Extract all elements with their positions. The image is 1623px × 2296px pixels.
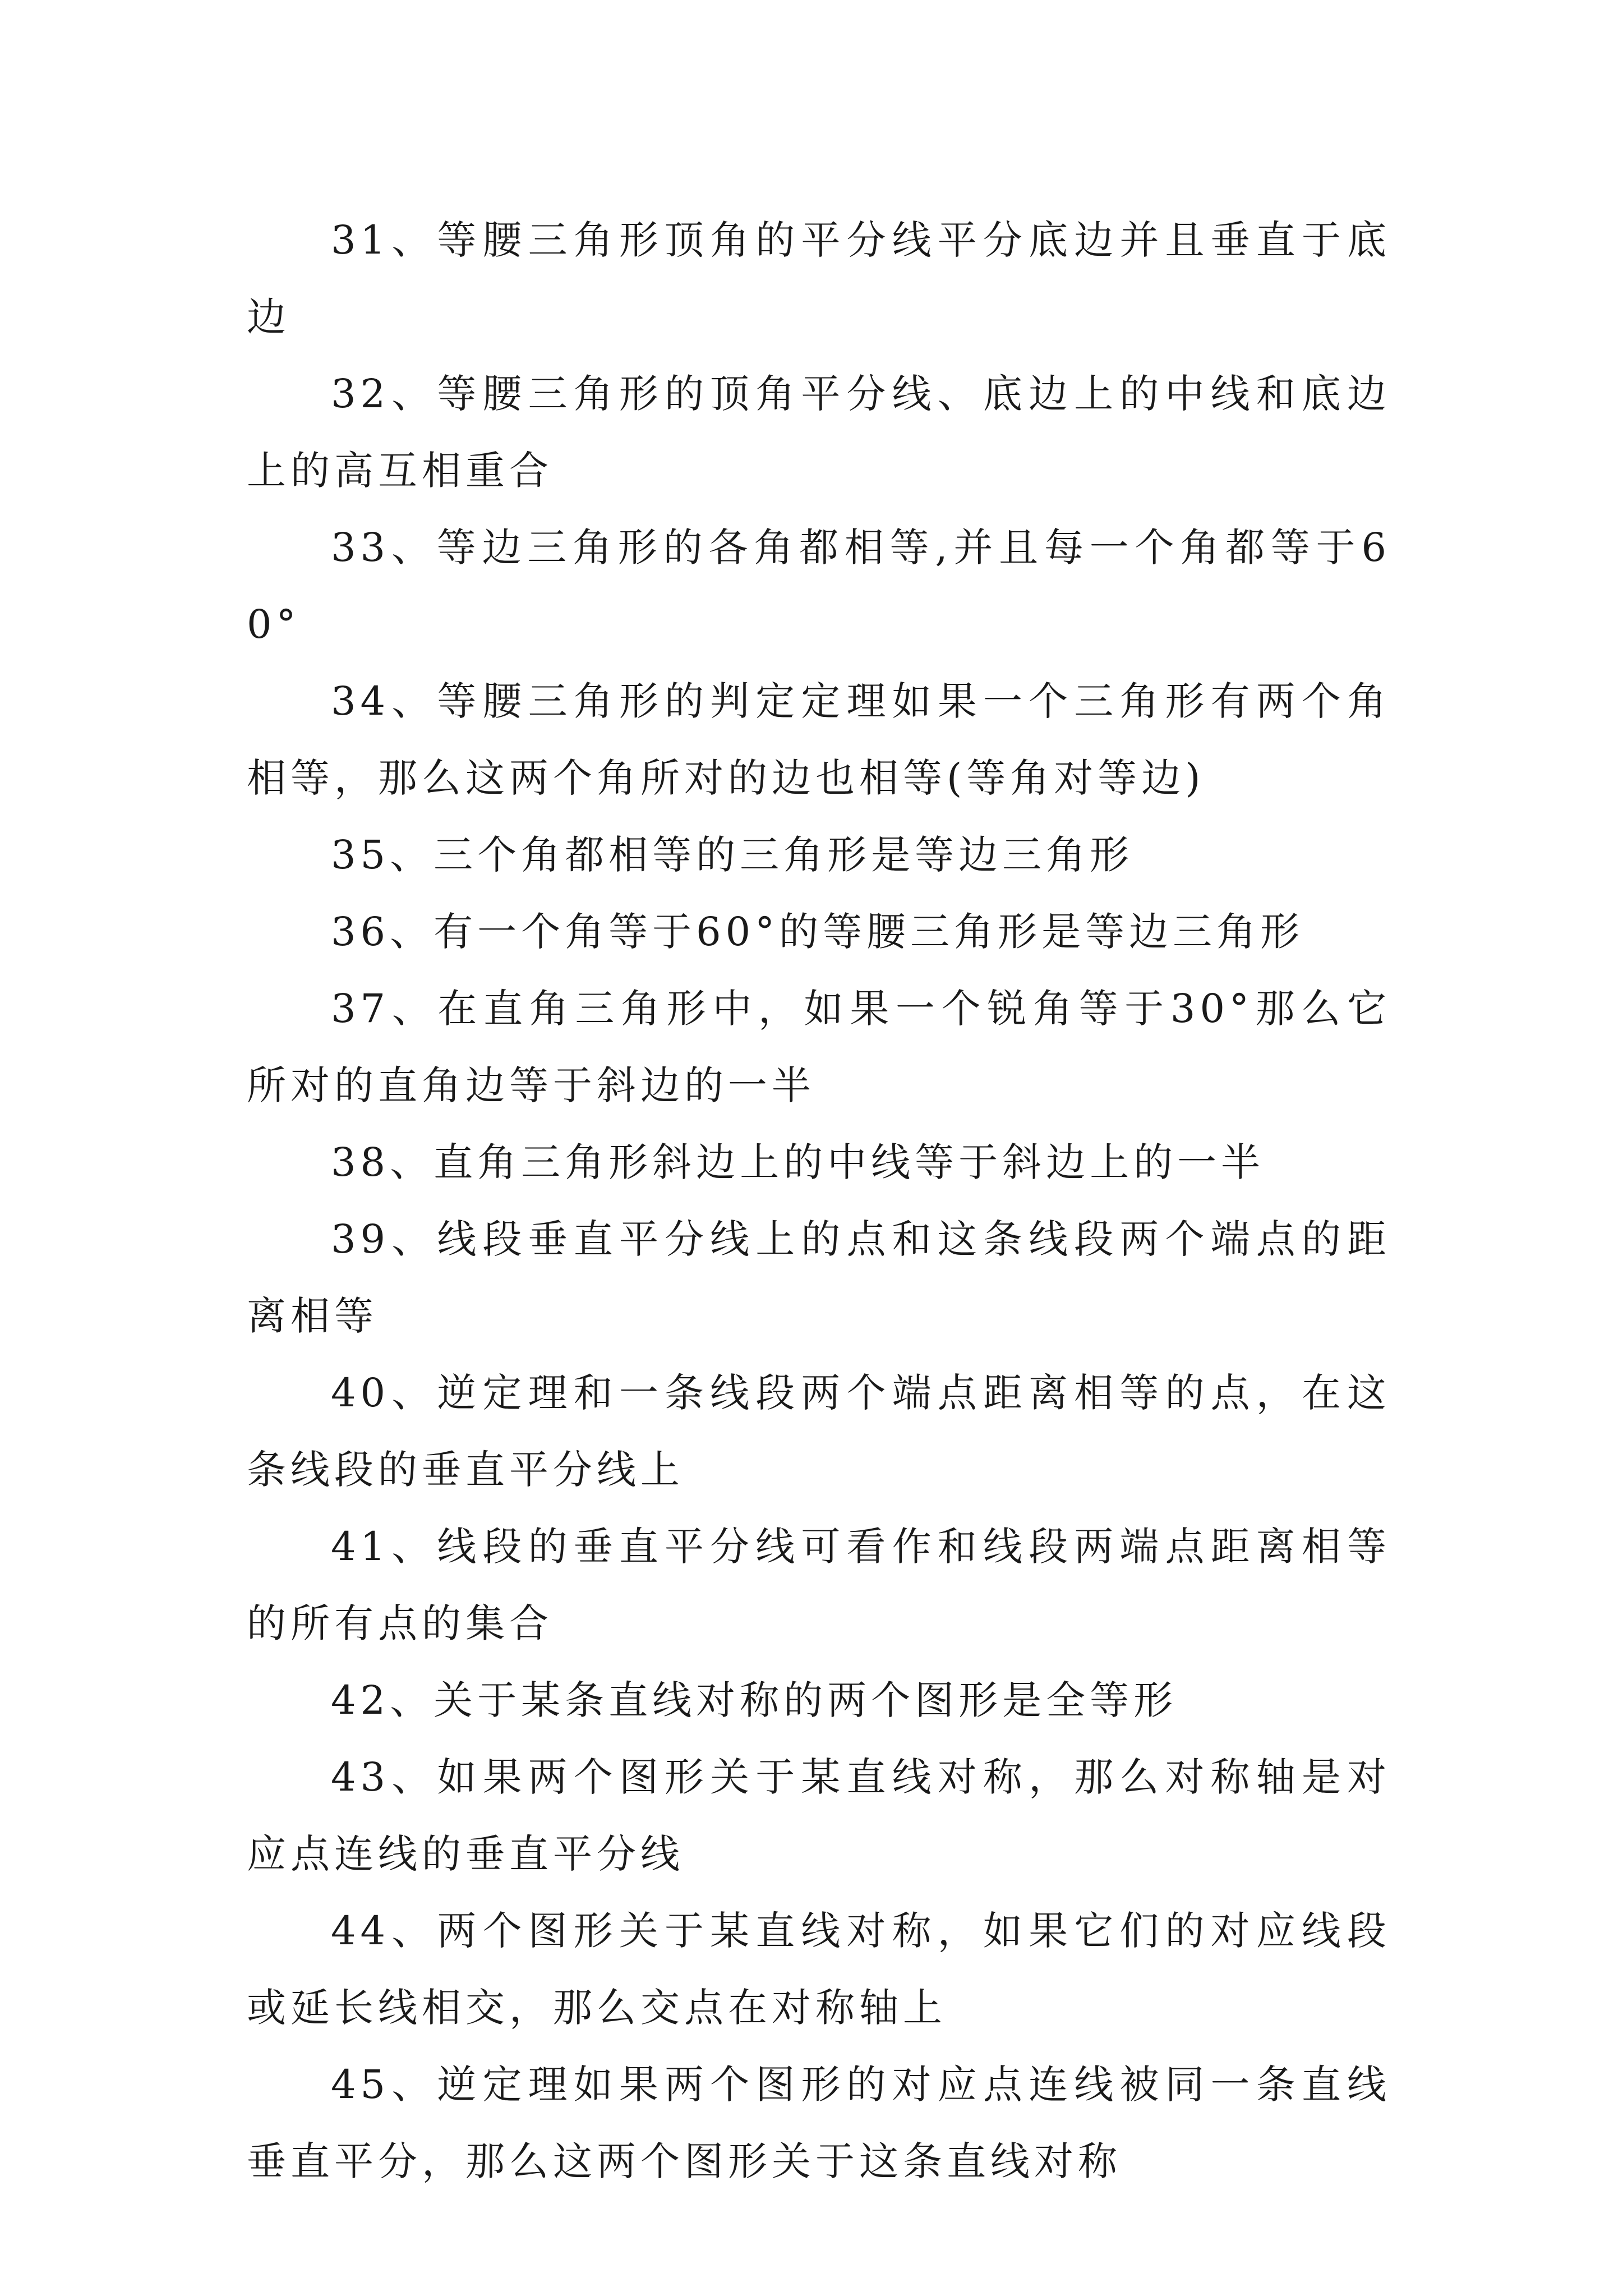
theorem-35: 35、三个角都相等的三角形是等边三角形: [331, 832, 1134, 878]
theorem-31: 31、等腰三角形顶角的平分线平分底边并且垂直于底边: [247, 217, 1391, 340]
theorem-39: 39、线段垂直平分线上的点和这条线段两个端点的距离相等: [247, 1216, 1391, 1339]
theorem-40: 40、逆定理和一条线段两个端点距离相等的点，在这条线段的垂直平分线上: [247, 1370, 1391, 1493]
theorem-37: 37、在直角三角形中，如果一个锐角等于30°那么它所对的直角边等于斜边的一半: [247, 986, 1391, 1108]
theorem-45: 45、逆定理如果两个图形的对应点连线被同一条直线垂直平分，那么这两个图形关于这条直线对称: [247, 2062, 1391, 2184]
theorem-38: 38、直角三角形斜边上的中线等于斜边上的一半: [331, 1139, 1265, 1185]
theorem-34: 34、等腰三角形的判定定理如果一个三角形有两个角相等，那么这两个角所对的边也相等(等角对等边): [247, 678, 1391, 801]
theorem-41: 41、线段的垂直平分线可看作和线段两端点距离相等的所有点的集合: [247, 1524, 1391, 1646]
theorem-33: 33、等边三角形的各角都相等,并且每一个角都等于60°: [247, 524, 1391, 647]
theorem-44: 44、两个图形关于某直线对称，如果它们的对应线段或延长线相交，那么交点在对称轴上: [247, 1908, 1391, 2031]
theorem-43: 43、如果两个图形关于某直线对称，那么对称轴是对应点连线的垂直平分线: [247, 1754, 1391, 1877]
theorem-42: 42、关于某条直线对称的两个图形是全等形: [331, 1677, 1178, 1723]
theorem-list: [247, 202, 1391, 2200]
theorem-36: 36、有一个角等于60°的等腰三角形是等边三角形: [331, 909, 1304, 955]
theorem-32: 32、等腰三角形的顶角平分线、底边上的中线和底边上的高互相重合: [247, 371, 1391, 494]
